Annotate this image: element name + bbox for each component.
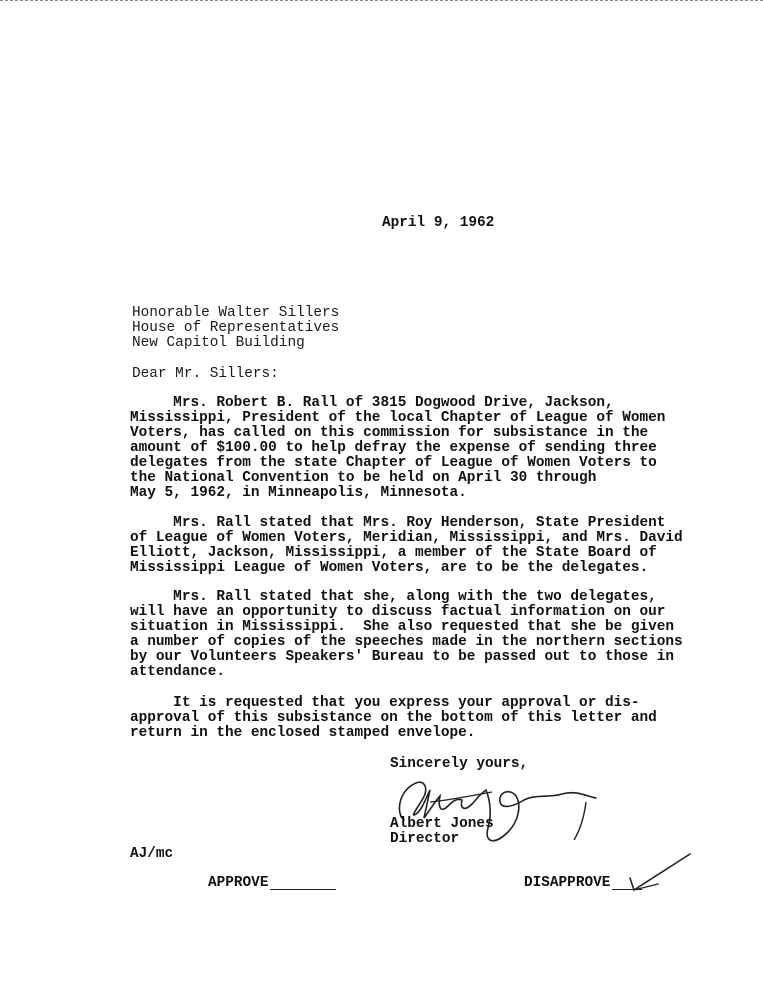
paragraph-1-line: Mrs. Robert B. Rall of 3815 Dogwood Drive, Jackson, xyxy=(130,395,614,411)
paragraph-3-line: Mrs. Rall stated that she, along with the two delegates, xyxy=(130,589,657,605)
signer-name: Albert Jones xyxy=(390,816,494,832)
paragraph-1-line: amount of $100.00 to help defray the expense of sending three xyxy=(130,440,657,456)
paragraph-4-line: It is requested that you express your approval or dis- xyxy=(130,695,640,711)
approve-label: APPROVE xyxy=(208,875,269,891)
paragraph-1-line: delegates from the state Chapter of League of Women Voters to xyxy=(130,455,657,471)
paragraph-2-line: Mrs. Rall stated that Mrs. Roy Henderson, State President xyxy=(130,515,666,531)
letter-date: April 9, 1962 xyxy=(382,215,495,231)
paragraph-4-line: return in the enclosed stamped envelope. xyxy=(130,725,476,741)
paragraph-1-line: the National Convention to be held on April 30 through xyxy=(130,470,597,486)
disapprove-label: DISAPPROVE xyxy=(524,875,611,891)
paragraph-2-line: Elliott, Jackson, Mississippi, a member of the State Board of xyxy=(130,545,657,561)
recipient-line-2: House of Representatives xyxy=(132,320,340,336)
paragraph-1-line: May 5, 1962, in Minneapolis, Minnesota. xyxy=(130,485,467,501)
paragraph-4-line: approval of this subsistance on the bottom of this letter and xyxy=(130,710,657,726)
paragraph-3-line: attendance. xyxy=(130,664,225,680)
typist-initials: AJ/mc xyxy=(130,846,174,862)
salutation: Dear Mr. Sillers: xyxy=(132,366,279,382)
paragraph-1-line: Voters, has called on this commission for subsistance in the xyxy=(130,425,649,441)
paragraph-2-line: Mississippi League of Women Voters, are to be the delegates. xyxy=(130,560,649,576)
page-top-border xyxy=(0,0,763,1)
paragraph-1-line: Mississippi, President of the local Chapter of League of Women xyxy=(130,410,666,426)
recipient-name: Honorable Walter Sillers xyxy=(132,305,340,321)
recipient-line-3: New Capitol Building xyxy=(132,335,305,351)
paragraph-3-line: by our Volunteers Speakers' Bureau to be passed out to those in xyxy=(130,649,675,665)
check-mark-icon xyxy=(628,852,698,897)
approve-signature-line[interactable] xyxy=(270,889,336,890)
signer-title: Director xyxy=(390,831,460,847)
closing: Sincerely yours, xyxy=(390,756,529,772)
paragraph-3-line: will have an opportunity to discuss factual information on our xyxy=(130,604,666,620)
paragraph-2-line: of League of Women Voters, Meridian, Mississippi, and Mrs. David xyxy=(130,530,683,546)
paragraph-3-line: a number of copies of the speeches made in the northern sections xyxy=(130,634,683,650)
paragraph-3-line: situation in Mississippi. She also requested that she be given xyxy=(130,619,675,635)
